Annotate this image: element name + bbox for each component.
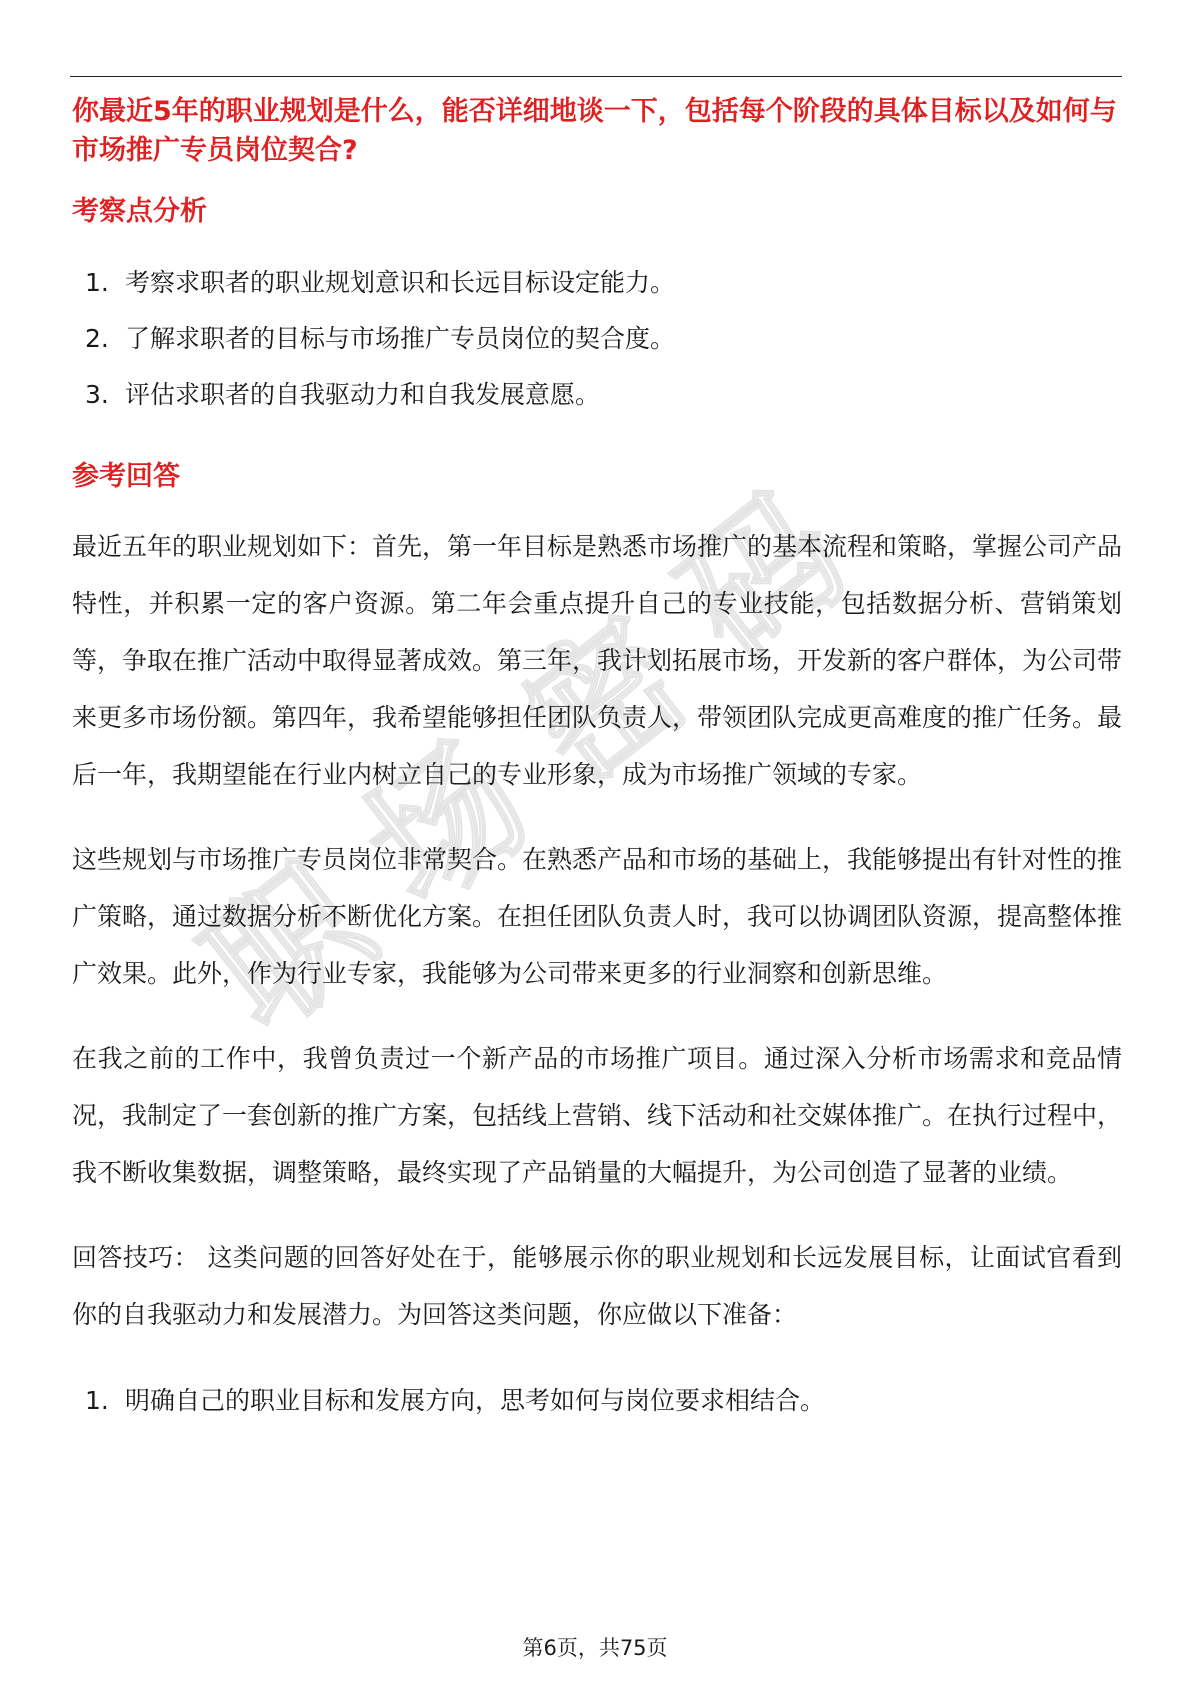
answer-paragraph: 最近五年的职业规划如下：首先，第一年目标是熟悉市场推广的基本流程和策略，掌握公司产品特性，并积累一定的客户资源。第二年会重点提升自己的专业技能，包括数据分析、营销策划等，争取在推广活动中取得显著成效。第三年，我计划拓展市场，开发新的客户群体，为公司带来更多市场份额。第四年，我希望能够担任团队负责人，带领团队完成更高难度的推广任务。最后一年，我期望能在行业内树立自己的专业形象，成为市场推广领域的专家。	[72, 532, 1123, 789]
list-item	[72, 1373, 1122, 1429]
answer-paragraph: 在我之前的工作中，我曾负责过一个新产品的市场推广项目。通过深入分析市场需求和竞品情况，我制定了一套创新的推广方案，包括线上营销、线下活动和社交媒体推广。在执行过程中，我不断收集数据，调整策略，最终实现了产品销量的大幅提升，为公司创造了显著的业绩。	[72, 1044, 1123, 1187]
list-text: 了解求职者的目标与市场推广专员岗位的契合度。	[125, 324, 676, 353]
watermark-char: 场	[334, 709, 561, 940]
tips-paragraph: 回答技巧： 这类问题的回答好处在于，能够展示你的职业规划和长远发展目标，让面试官看到你的自我驱动力和发展潜力。为回答这类问题，你应做以下准备：	[72, 1243, 1122, 1329]
tips-list	[72, 1373, 1122, 1429]
list-number: 2.	[85, 324, 109, 353]
page-footer: 第6页，共75页	[522, 1636, 668, 1660]
list-number: 1.	[85, 1386, 109, 1415]
list-item	[72, 311, 1122, 367]
watermark-char: 码	[650, 463, 876, 694]
document-body	[72, 92, 1122, 1429]
list-number: 1.	[85, 268, 109, 297]
list-text: 明确自己的职业目标和发展方向，思考如何与岗位要求相结合。	[125, 1386, 826, 1415]
question-heading: 你最近5年的职业规划是什么，能否详细地谈一下，包括每个阶段的具体目标以及如何与市场推广专员岗位契合?	[72, 96, 1117, 166]
answer-paragraph: 这些规划与市场推广专员岗位非常契合。在熟悉产品和市场的基础上，我能够提出有针对性的推广策略，通过数据分析不断优化方案。在担任团队负责人时，我可以协调团队资源，提高整体推广效果。此外，作为行业专家，我能够为公司带来更多的行业洞察和创新思维。	[72, 845, 1123, 988]
list-text: 评估求职者的自我驱动力和自我发展意愿。	[125, 380, 601, 409]
list-number: 3.	[85, 380, 109, 409]
list-item	[72, 367, 1122, 423]
list-text: 考察求职者的职业规划意识和长远目标设定能力。	[125, 268, 676, 297]
analysis-title: 考察点分析	[72, 196, 207, 227]
list-item	[72, 255, 1122, 311]
analysis-list	[72, 255, 1122, 423]
watermark-char: 密	[492, 586, 718, 817]
watermark-char: 职	[177, 833, 403, 1063]
answer-title: 参考回答	[72, 461, 180, 492]
header-rule	[70, 76, 1122, 77]
